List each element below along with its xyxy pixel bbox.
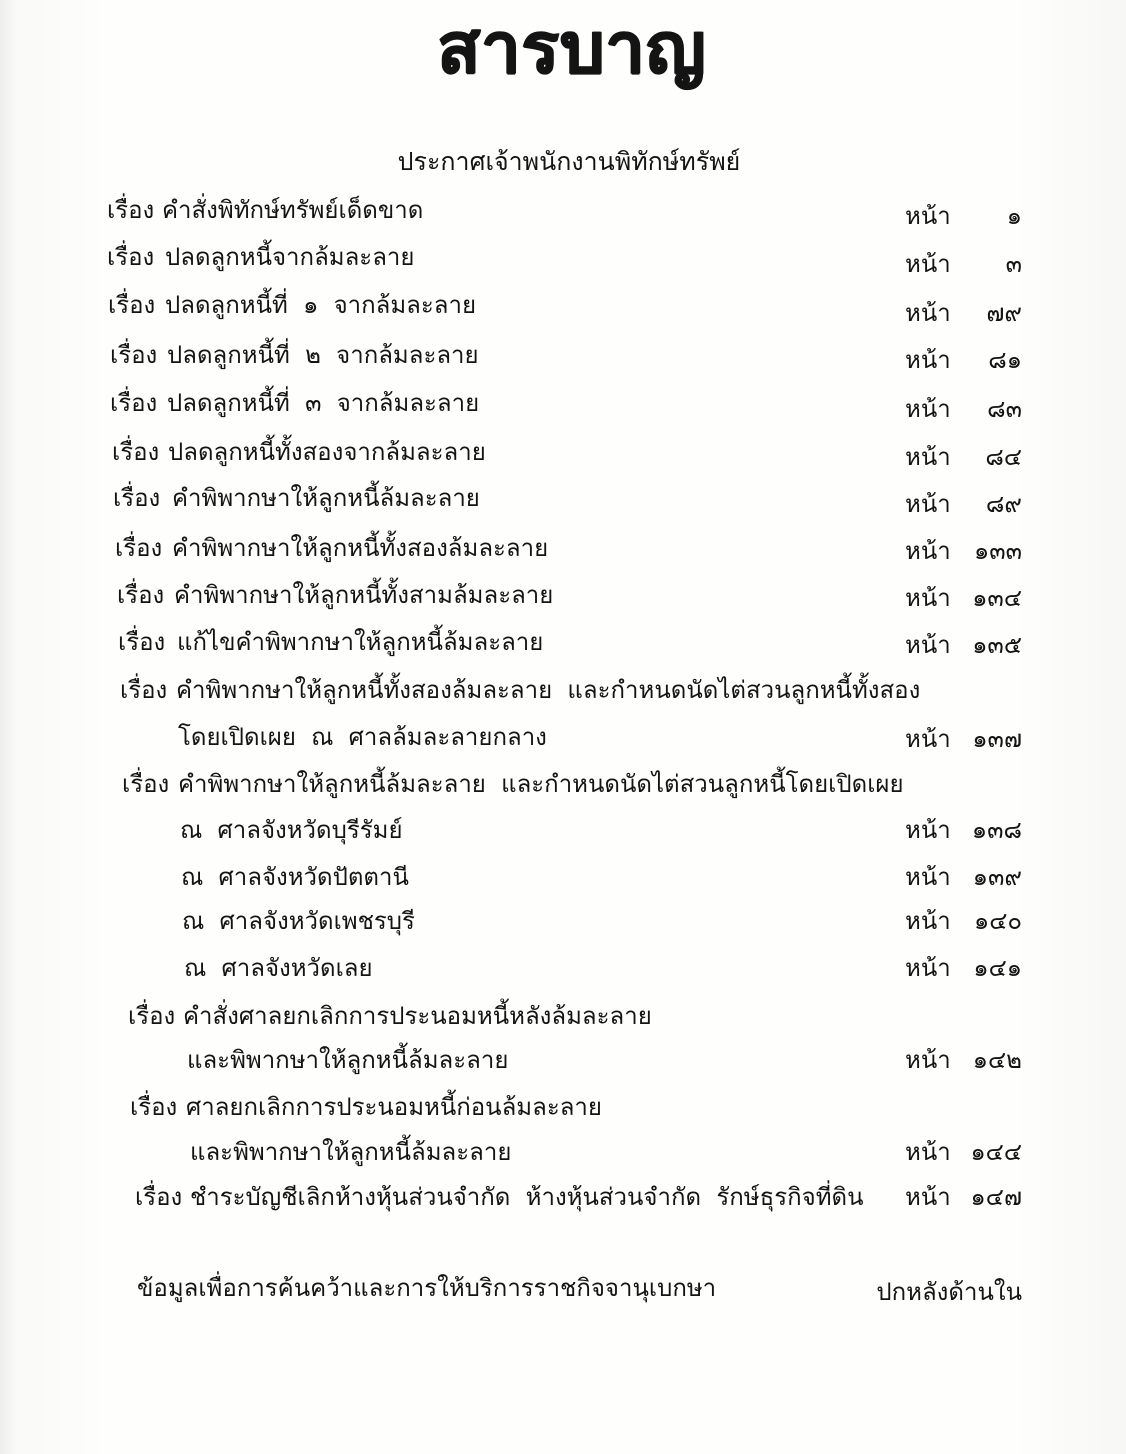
page-number: ๘๑ [988, 346, 1022, 374]
page-number: ๑๔๐ [973, 907, 1022, 935]
entry-title-continuation: โดยเปิดเผย ณ ศาลล้มละลายกลาง [178, 723, 547, 751]
page-label: หน้า [905, 954, 951, 982]
page-number: ๘๙ [985, 490, 1022, 518]
sub-entry-title: ณ ศาลจังหวัดเพชรบุรี [182, 907, 415, 935]
entry-title: ปลดลูกหนี้จากล้มละลาย [165, 243, 415, 271]
entry-prefix: เรื่อง [107, 196, 155, 224]
page-label: หน้า [905, 443, 951, 471]
entry-title-continuation: และพิพากษาให้ลูกหนี้ล้มละลาย [190, 1138, 512, 1166]
sub-entry-title: ณ ศาลจังหวัดเลย [184, 954, 373, 982]
page-number: ๑๔๑ [973, 954, 1022, 982]
page-number: ๘๔ [985, 443, 1022, 471]
entry-title: คำสั่งศาลยกเลิกการประนอมหนี้หลังล้มละลาย [183, 1002, 652, 1030]
entry-title: คำพิพากษาให้ลูกหนี้ทั้งสองล้มละลาย และกำหนดนัดไต่สวนลูกหนี้ทั้งสอง [176, 676, 921, 704]
entry-title: ชำระบัญชีเลิกห้างหุ้นส่วนจำกัด ห้างหุ้นส่วนจำกัด รักษ์ธุรกิจที่ดิน [190, 1183, 864, 1211]
page-number: ๑๔๗ [970, 1183, 1022, 1211]
toc-entry [0, 1091, 1126, 1123]
page-label: หน้า [905, 725, 951, 753]
page-number: ๑๓๕ [972, 631, 1022, 659]
toc-sub-entry [0, 905, 1126, 937]
toc-entry [0, 626, 1126, 658]
entry-title: ศาลยกเลิกการประนอมหนี้ก่อนล้มละลาย [186, 1093, 602, 1121]
toc-entry [0, 339, 1126, 374]
page-number: ๑๔๒ [972, 1046, 1022, 1074]
page-label: หน้า [905, 907, 951, 935]
page-number: ๑๔๔ [970, 1138, 1022, 1166]
toc-entry [0, 194, 1126, 230]
toc-entry [0, 241, 1126, 278]
entry-title: แก้ไขคำพิพากษาให้ลูกหนี้ล้มละลาย [177, 628, 544, 656]
entry-title: คำพิพากษาให้ลูกหนี้ทั้งสองล้มละลาย [172, 534, 549, 562]
page-label: หน้า [905, 863, 951, 891]
entry-prefix: เรื่อง [130, 1093, 178, 1121]
page-label: หน้า [905, 395, 951, 423]
page-number: ๑๓๔ [972, 584, 1022, 612]
entry-title: ปลดลูกหนี้ที่ ๒ จากล้มละลาย [167, 341, 479, 369]
page-number: ๗๙ [986, 299, 1022, 327]
page-label: หน้า [905, 584, 951, 612]
page-title: สารบาญ [437, 7, 707, 89]
page-label: หน้า [905, 490, 951, 518]
toc-entry [0, 532, 1126, 564]
page-number: ๓ [1005, 250, 1022, 278]
entry-title-continuation: และพิพากษาให้ลูกหนี้ล้มละลาย [187, 1046, 509, 1074]
page-number: ๑ [1006, 202, 1022, 230]
toc-entry [0, 579, 1126, 611]
footer-location: ปกหลังด้านใน [876, 1278, 1022, 1306]
entry-title: คำพิพากษาให้ลูกหนี้ทั้งสามล้มละลาย [174, 581, 554, 609]
toc-entry-continuation [0, 721, 1126, 753]
toc-entry-continuation [0, 1136, 1126, 1168]
toc-entry [0, 768, 1126, 800]
page-number: ๘๓ [987, 395, 1022, 423]
page-label: หน้า [905, 1183, 951, 1211]
page-label: หน้า [905, 346, 951, 374]
page-label: หน้า [905, 299, 951, 327]
page-label: หน้า [905, 250, 951, 278]
toc-entry [0, 387, 1126, 423]
entry-prefix: เรื่อง [110, 341, 158, 369]
toc-entry [0, 1181, 1126, 1213]
page-label: หน้า [905, 537, 951, 565]
entry-prefix: เรื่อง [110, 389, 158, 417]
entry-prefix: เรื่อง [120, 676, 168, 704]
page-number: ๑๓๙ [972, 863, 1022, 891]
toc-sub-entry [0, 861, 1126, 893]
page-number: ๑๓๘ [971, 816, 1022, 844]
entry-prefix: เรื่อง [107, 243, 155, 271]
entry-title: คำสั่งพิทักษ์ทรัพย์เด็ดขาด [162, 196, 424, 224]
entry-prefix: เรื่อง [118, 628, 166, 656]
entry-prefix: เรื่อง [108, 291, 156, 319]
toc-entry [0, 1000, 1126, 1032]
page-label: หน้า [905, 202, 951, 230]
footer-note: ข้อมูลเพื่อการค้นคว้าและการให้บริการราชกิจจานุเบกษา [137, 1274, 717, 1302]
page-number: ๑๓๓ [973, 537, 1022, 565]
entry-title: คำพิพากษาให้ลูกหนี้ล้มละลาย [172, 484, 480, 512]
entry-title: ปลดลูกหนี้ที่ ๑ จากล้มละลาย [165, 291, 477, 319]
entry-prefix: เรื่อง [128, 1002, 176, 1030]
toc-entry [0, 482, 1126, 518]
entry-prefix: เรื่อง [135, 1183, 183, 1211]
page-label: หน้า [905, 1138, 951, 1166]
toc-sub-entry [0, 814, 1126, 846]
entry-prefix: เรื่อง [122, 770, 170, 798]
sub-entry-title: ณ ศาลจังหวัดปัตตานี [181, 863, 409, 891]
toc-entry [0, 436, 1126, 471]
footer [0, 1272, 1126, 1304]
entry-prefix: เรื่อง [112, 438, 160, 466]
entry-prefix: เรื่อง [117, 581, 165, 609]
toc-entry [0, 289, 1126, 327]
section-heading: ประกาศเจ้าพนักงานพิทักษ์ทรัพย์ [397, 147, 741, 176]
entry-title: ปลดลูกหนี้ที่ ๓ จากล้มละลาย [167, 389, 480, 417]
toc-entry-continuation [0, 1044, 1126, 1076]
page-label: หน้า [905, 631, 951, 659]
toc-entry [0, 674, 1126, 706]
entry-title: ปลดลูกหนี้ทั้งสองจากล้มละลาย [168, 438, 486, 466]
entry-prefix: เรื่อง [113, 484, 161, 512]
entry-title: คำพิพากษาให้ลูกหนี้ล้มละลาย และกำหนดนัดไต่สวนลูกหนี้โดยเปิดเผย [178, 770, 904, 798]
sub-entry-title: ณ ศาลจังหวัดบุรีรัมย์ [180, 816, 403, 844]
toc-sub-entry [0, 952, 1126, 984]
entry-prefix: เรื่อง [115, 534, 163, 562]
page-number: ๑๓๗ [972, 725, 1022, 753]
page-label: หน้า [905, 816, 951, 844]
page-label: หน้า [905, 1046, 951, 1074]
